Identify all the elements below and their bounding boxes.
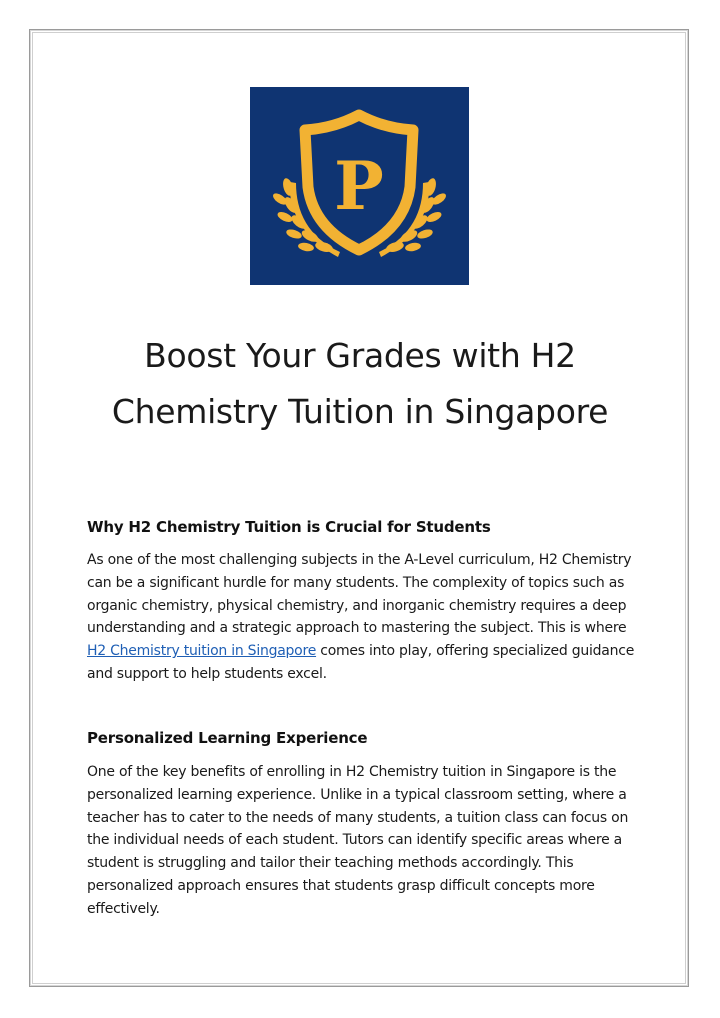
brand-logo — [250, 87, 469, 285]
paragraph-text-continued: comes into play, offering specialized guidance and support to help students excel. — [87, 643, 635, 682]
title-line-2: Chemistry Tuition in Singapore — [111, 392, 609, 431]
section-paragraph-why — [87, 549, 647, 686]
page-title — [60, 328, 660, 440]
paragraph-text: As one of the most challenging subjects in the A-Level curriculum, H2 Chemistry can be a significant hurdle for many students. The complexity of topics such as organic chemistry, physical chemistry, and inorganic chemistry requires a deep understanding and a strategic approach to mastering the subject. This is where — [87, 552, 632, 637]
shield-laurel-logo-icon — [250, 87, 469, 285]
h2-chemistry-tuition-link[interactable]: H2 Chemistry tuition in Singapore — [87, 643, 317, 660]
section-heading-personalized: Personalized Learning Experience — [87, 729, 368, 747]
title-line-1: Boost Your Grades with H2 — [144, 336, 576, 375]
section-paragraph-personalized: One of the key benefits of enrolling in H2 Chemistry tuition in Singapore is the personalized learning experience. Unlike in a typical classroom setting, where a teacher has to cater to the needs of many students, a tuition class can focus on the individual needs of each student. Tutors can identify specific areas where a student is struggling and tailor their teaching methods accordingly. This personalized approach ensures that students grasp difficult concepts more effectively. — [87, 764, 629, 917]
logo-letter: P — [334, 147, 384, 225]
section-heading-why: Why H2 Chemistry Tuition is Crucial for Students — [87, 518, 491, 536]
